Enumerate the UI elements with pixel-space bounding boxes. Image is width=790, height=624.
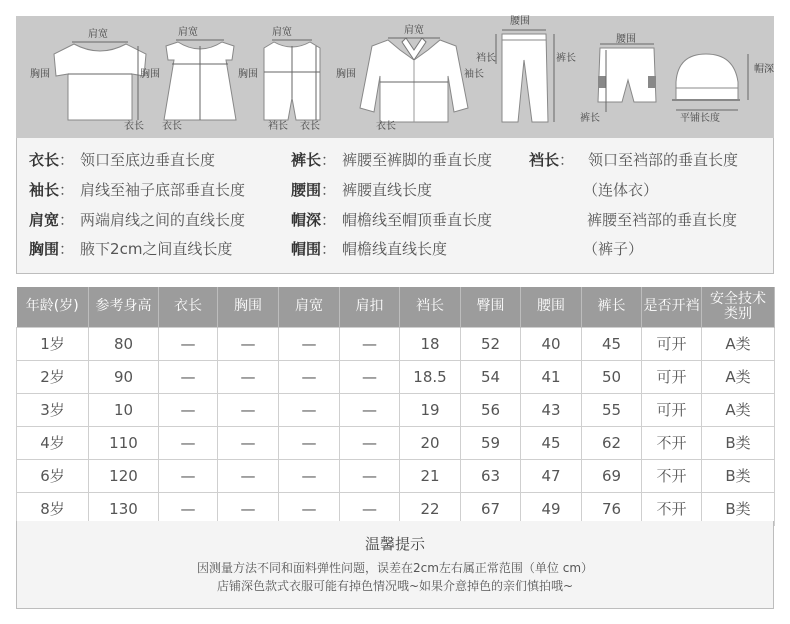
definition-item: 裤长： 裤腰至裤脚的垂直长度: [291, 151, 493, 169]
table-cell: A类: [702, 360, 775, 393]
table-cell: —: [218, 327, 279, 360]
chest-label: 胸围: [238, 69, 258, 80]
size-chart-table: [16, 287, 775, 526]
table-cell: 59: [461, 426, 521, 459]
definition-note: 裤腰至裆部的垂直长度: [587, 211, 738, 229]
col-waist: 腰围: [521, 287, 582, 327]
table-cell: 可开: [642, 360, 702, 393]
table-cell: 可开: [642, 393, 702, 426]
shoulder-label: 肩宽: [272, 27, 292, 38]
crotch-label: 裆长: [476, 53, 496, 64]
crotch-label: 裆长: [268, 121, 288, 132]
table-cell: B类: [702, 492, 775, 525]
col-shoulder-button: 肩扣: [340, 287, 400, 327]
table-cell: —: [279, 459, 340, 492]
definition-item: 裆长： 领口至裆部的垂直长度: [529, 151, 739, 169]
table-cell: —: [279, 426, 340, 459]
col-length: 衣长: [159, 287, 218, 327]
table-cell: 6岁: [17, 459, 89, 492]
garment-diagram-panel: [16, 16, 774, 138]
chest-label: 胸围: [336, 69, 356, 80]
table-cell: 62: [582, 426, 642, 459]
table-cell: —: [159, 327, 218, 360]
table-cell: 22: [400, 492, 461, 525]
hat-depth-label: 帽深: [754, 64, 774, 75]
chest-label: 胸围: [30, 69, 50, 80]
table-row: [17, 393, 775, 426]
tips-title: 温馨提示: [364, 535, 425, 553]
table-cell: —: [218, 393, 279, 426]
col-shoulder: 肩宽: [279, 287, 340, 327]
table-cell: 110: [89, 426, 159, 459]
shorts-diagram: [578, 16, 678, 138]
shoulder-label: 肩宽: [178, 27, 198, 38]
chest-label: 胸围: [140, 69, 160, 80]
definition-note: （连体衣）: [583, 181, 659, 199]
table-cell: 10: [89, 393, 159, 426]
table-cell: 45: [582, 327, 642, 360]
tshirt-diagram: [30, 16, 146, 138]
table-cell: 18.5: [400, 360, 461, 393]
table-cell: 130: [89, 492, 159, 525]
table-row: [17, 327, 775, 360]
table-cell: —: [159, 360, 218, 393]
definition-item: 肩宽： 两端肩线之间的直线长度: [29, 211, 246, 229]
shoulder-label: 肩宽: [88, 29, 108, 40]
length-label: 衣长: [124, 121, 144, 132]
hat-diagram: [668, 16, 774, 138]
col-hip: 臀围: [461, 287, 521, 327]
definition-item: 衣长： 领口至底边垂直长度: [29, 151, 216, 169]
table-cell: 40: [521, 327, 582, 360]
waist-label: 腰围: [616, 34, 636, 45]
table-cell: 20: [400, 426, 461, 459]
table-cell: —: [159, 492, 218, 525]
waist-label: 腰围: [510, 16, 530, 27]
table-cell: 120: [89, 459, 159, 492]
table-cell: —: [340, 393, 400, 426]
definition-item: 腰围： 裤腰直线长度: [291, 181, 433, 199]
table-cell: 19: [400, 393, 461, 426]
table-cell: —: [279, 360, 340, 393]
table-row: [17, 360, 775, 393]
table-cell: 45: [521, 426, 582, 459]
table-cell: 67: [461, 492, 521, 525]
pants-diagram: [476, 16, 586, 138]
table-row: [17, 426, 775, 459]
table-cell: 76: [582, 492, 642, 525]
length-label: 衣长: [300, 121, 320, 132]
tips-panel: [16, 521, 774, 609]
table-cell: —: [218, 492, 279, 525]
dress-diagram: [142, 16, 242, 138]
table-cell: 43: [521, 393, 582, 426]
table-cell: —: [340, 327, 400, 360]
table-cell: —: [159, 426, 218, 459]
length-label: 衣长: [376, 121, 396, 132]
definition-item: 胸围： 腋下2cm之间直线长度: [29, 240, 233, 258]
table-cell: 90: [89, 360, 159, 393]
length-label: 裤长: [556, 53, 576, 64]
length-label: 裤长: [580, 113, 600, 124]
measurement-definitions: [16, 138, 774, 274]
col-age: 年龄(岁): [17, 287, 89, 327]
col-crotch: 裆长: [400, 287, 461, 327]
table-cell: 不开: [642, 459, 702, 492]
table-cell: 可开: [642, 327, 702, 360]
table-cell: —: [340, 360, 400, 393]
table-cell: 55: [582, 393, 642, 426]
table-cell: —: [218, 360, 279, 393]
table-cell: A类: [702, 393, 775, 426]
table-cell: 52: [461, 327, 521, 360]
table-cell: —: [159, 459, 218, 492]
definition-item: 袖长： 肩线至袖子底部垂直长度: [29, 181, 246, 199]
table-cell: 69: [582, 459, 642, 492]
table-cell: —: [159, 393, 218, 426]
table-cell: B类: [702, 426, 775, 459]
table-cell: —: [218, 459, 279, 492]
table-cell: 18: [400, 327, 461, 360]
table-cell: —: [279, 327, 340, 360]
table-cell: 21: [400, 459, 461, 492]
table-cell: 54: [461, 360, 521, 393]
table-cell: 4岁: [17, 426, 89, 459]
romper-diagram: [236, 16, 336, 138]
col-pants-length: 裤长: [582, 287, 642, 327]
table-cell: —: [279, 492, 340, 525]
table-cell: —: [340, 459, 400, 492]
col-chest: 胸围: [218, 287, 279, 327]
table-cell: 3岁: [17, 393, 89, 426]
table-cell: —: [340, 426, 400, 459]
table-cell: 41: [521, 360, 582, 393]
table-cell: 8岁: [17, 492, 89, 525]
table-header-row: [17, 287, 775, 327]
definition-item: 帽围： 帽檐线直线长度: [291, 240, 448, 258]
table-cell: 56: [461, 393, 521, 426]
tips-line: 因测量方法不同和面料弹性问题，误差在2cm左右属正常范围（单位 cm）: [196, 561, 594, 575]
table-cell: 80: [89, 327, 159, 360]
table-cell: 47: [521, 459, 582, 492]
definition-note: （裤子）: [583, 240, 644, 258]
col-open-crotch: 是否开裆: [642, 287, 702, 327]
shoulder-label: 肩宽: [404, 25, 424, 36]
flat-length-label: 平铺长度: [680, 113, 720, 124]
table-cell: 2岁: [17, 360, 89, 393]
col-height: 参考身高: [89, 287, 159, 327]
table-cell: 63: [461, 459, 521, 492]
table-row: [17, 459, 775, 492]
col-safety-class: 安全技术类别: [702, 287, 775, 327]
table-cell: —: [279, 393, 340, 426]
table-cell: —: [218, 426, 279, 459]
definition-item: 帽深： 帽檐线至帽顶垂直长度: [291, 211, 493, 229]
table-cell: —: [340, 492, 400, 525]
table-cell: 1岁: [17, 327, 89, 360]
table-cell: B类: [702, 459, 775, 492]
sleeve-label: 袖长: [464, 69, 484, 80]
table-cell: 50: [582, 360, 642, 393]
table-cell: A类: [702, 327, 775, 360]
jacket-diagram: [332, 16, 482, 138]
pants-icon: [476, 16, 586, 138]
table-cell: 49: [521, 492, 582, 525]
tips-line: 店铺深色款式衣服可能有掉色情况哦~如果介意掉色的亲们慎拍哦~: [216, 579, 574, 593]
table-cell: 不开: [642, 426, 702, 459]
length-label: 衣长: [162, 121, 182, 132]
table-cell: 不开: [642, 492, 702, 525]
